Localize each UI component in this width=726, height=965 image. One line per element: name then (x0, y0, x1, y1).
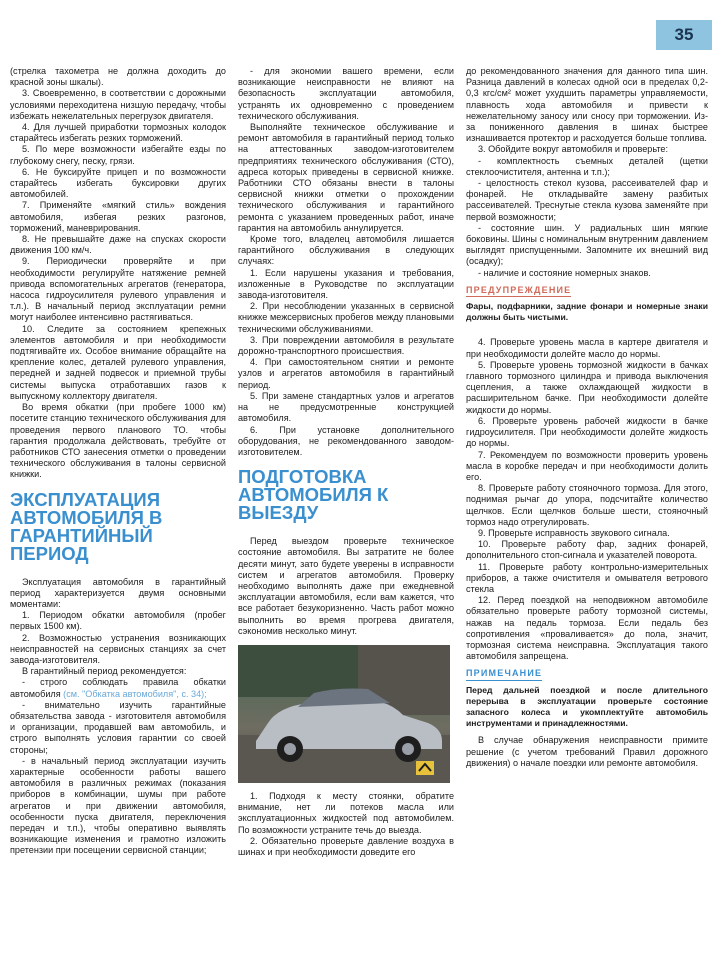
paragraph: - комплектность съемных деталей (щетки стеклоочистителя, антенна и т.п.); (466, 155, 708, 177)
paragraph: Выполняйте техническое обслуживание и ремонт автомобиля в гарантийный период только на аттестованных заводом-изготовителем предприятиях технического обслуживания (СТО), адреса которых приведены в сервисной книжке. Работники СТО обязаны внести в талоны сервисной книжки отметки о прохождении технического обслуживания и гарантийного ремонта с указанием проведенных работ, иначе гарантия на автомобиль аннулируется. (238, 122, 454, 233)
paragraph: - внимательно изучить гарантийные обязательства завода - изготовителя автомобиля и организации, продавшей вам автомобиль, и строго выполнять условия гарантии со своей стороны; (10, 699, 226, 755)
paragraph: В случае обнаружения неисправности примите решение (с учетом требований Правил дорожного движения) о начале поездки или ремонте автомобиля. (466, 735, 708, 768)
paragraph: 2. Возможностью устранения возникающих неисправностей на сервисных станциях за счет завода-изготовителя. (10, 632, 226, 665)
paragraph: 9. Проверьте исправность звукового сигнала. (478, 527, 670, 538)
paragraph: 6. При установке дополнительного оборудования, не рекомендованного заводом-изготовителем. (238, 424, 454, 457)
paragraph: 12. Перед поездкой на неподвижном автомобиле обязательно проверьте работу тормозной системы, нажав на педаль тормоза. Если педаль без сопротивления «проваливается» до пола, значит, тормозная система неисправна. Эксплуатация такого автомобиля запрещена. (466, 595, 708, 662)
column-3 (466, 66, 708, 769)
paragraph: Во время обкатки (при пробеге 1000 км) посетите станцию технического обслуживания для проведения первого планового ТО. чтобы гарантия продолжала действовать, требуйте от работников СТО занесения отметки о проведении технического обслуживания в талоны сервисной книжки. (10, 402, 226, 480)
cross-reference-link[interactable]: (см. "Обкатка автомобиля", с. 34); (63, 688, 207, 699)
paragraph: (стрелка тахометра не должна доходить до красной зоны шкалы). (10, 66, 226, 88)
paragraph (10, 677, 226, 699)
paragraph: 4. Для лучшей приработки тормозных колодок старайтесь избегать резких торможений. (10, 122, 226, 144)
paragraph: - состояние шин. У радиальных шин мягкие боковины. Шины с номинальным внутренним давлением выглядят приспущенными. Запомните их внешний вид (осадку); (466, 222, 708, 267)
paragraph: 9. Периодически проверяйте и при необходимости регулируйте натяжение ремней привода вспомогательных агрегатов (генератора, насоса гидроусилителя рулевого управления и т.л.). В начальный период эксплуатации ремни могут наиболее интенсивно растягиваться. (10, 256, 226, 323)
paragraph: 4. Проверьте уровень масла в картере двигателя и при необходимости долейте масло до нормы. (466, 337, 708, 359)
spacer (466, 329, 708, 337)
paragraph: 2. При несоблюдении указанных в сервисной книжке межсервисных пробегов между плановыми техническими обслуживаниями. (238, 301, 454, 334)
paragraph: 2. Обязательно проверьте давление воздуха в шинах и при необходимости доведите его (238, 835, 454, 857)
warning-text: Фары, подфарники, задние фонари и номерные знаки должны быть чистыми. (466, 301, 708, 323)
warning-title: ПРЕДУПРЕЖДЕНИЕ (466, 285, 571, 297)
paragraph: 8. Не превышайте даже на спусках скорости движения 100 км/ч. (10, 234, 226, 256)
page-number: 35 (656, 20, 712, 50)
paragraph: Перед выездом проверьте техническое состояние автомобиля. Вы затратите не более десяти минут, зато будете уверены в исправности систем и агрегатов автомобиля. Проверку необходимо выполнять даже при ежедневной эксплуатации автомобиля, если вам кажется, что все работает безукоризненно. Часть работ можно выполнить во время прогрева двигателя, сэкономив несколько минут. (238, 536, 454, 636)
paragraph: 6. Не буксируйте прицеп и по возможности старайтесь избегать буксировки других автомобилей. (10, 166, 226, 200)
paragraph: 3. Своевременно, в соответствии с дорожными условиями переходитена низшую передачу, чтобы избежать нежелательных перегрузок двигателя. (10, 88, 226, 121)
paragraph: 1. Подходя к месту стоянки, обратите внимание, нет ли потеков масла или эксплуатационных жидкостей под автомобилем. По возможности устраните течь до выезда. (238, 790, 454, 835)
note-text: Перед дальней поездкой и после длительного перерыва в эксплуатации проверьте состояние запасного колеса и укомплектуйте автомобиль инструментами и принадлежностями. (466, 684, 708, 729)
paragraph: 7. Применяйте «мягкий стиль» вождения автомобиля, избегая резких разгонов, торможений, маневрирования. (10, 200, 226, 233)
paragraph: 7. Рекомендуем по возможности проверить уровень масла в коробке передач и при необходимости долить его. (466, 449, 708, 482)
paragraph: - целостность стекол кузова, рассеивателей фар и фонарей. Не откладывайте замену разбитых рассеивателей. Треснутые стекла кузова заменяйте при первой возможности; (466, 178, 708, 222)
paragraph: 5. По мере возможности избегайте езды по глубокому снегу, песку, грязи. (10, 144, 226, 166)
paragraph: Кроме того, владелец автомобиля лишается гарантийного обслуживания в следующих случаях: (238, 234, 454, 267)
car-photo-illustration (238, 645, 450, 783)
paragraph: 10. Проверьте работу фар, задних фонарей, дополнительного стоп-сигнала и указателей поворота. (466, 539, 708, 561)
paragraph: 10. Следите за состоянием крепежных элементов автомобиля и при необходимости подтягивайте их. Особое внимание обращайте на крепление колес, деталей рулевого управления, передней и задней подвесок и приемной трубы системы выпуска отработавших газов к выпускному коллектору двигателя. (10, 323, 226, 401)
paragraph: 4. При самостоятельном снятии и ремонте узлов и агрегатов автомобиля в гарантийный период. (238, 357, 454, 390)
paragraph: 3. При повреждении автомобиля в результате дорожно-транспортного происшествия. (238, 334, 454, 357)
paragraph: 5. Проверьте уровень тормозной жидкости в бачках главного тормозного цилиндра и привода выключения сцепления, а также охлаждающей жидкости в расширительном бачке. При необходимости долейте жидкости до нормы. (466, 359, 708, 415)
paragraph: - в начальный период эксплуатации изучить характерные особенности работы вашего автомобиля в различных режимах (показания приборов в комбинации, шумы при работе агрегатов и при движении автомобиля, особенности пуска двигателя, переключения передач и т.п.), чтобы оперативно выявлять возникающие изменения и грамотно изложить претензии при посещении сервисной станции; (10, 755, 226, 856)
paragraph: - наличие и состояние номерных знаков. (478, 267, 651, 278)
column-1 (10, 66, 226, 857)
paragraph: 8. Проверьте работу стояночного тормоза. Для этого, поднимая рычаг до упора, подсчитайте количество щелчков. Если щелчков больше шести, стояночный тормоз надо отрегулировать. (466, 483, 708, 527)
paragraph: 1. Периодом обкатки автомобиля (пробег первых 1500 км). (10, 610, 226, 632)
paragraph: - для экономии вашего времени, если возникающие неисправности не влияют на безопасность эксплуатации автомобиля, устранять их одновременно с проведением технического обслуживания. (238, 66, 454, 121)
paragraph: 11. Проверьте работу контрольно-измерительных приборов, а также очистителя и омывателя ветрового стекла (466, 561, 708, 594)
paragraph-text: - строго соблюдать правила обкатки автомобиля (10, 677, 226, 699)
car-photo (238, 645, 450, 783)
paragraph: В гарантийный период рекомендуется: (22, 666, 187, 677)
paragraph: 5. При замене стандартных узлов и агрегатов на не предусмотренные конструкцией автомобиля. (238, 390, 454, 424)
section-heading-warranty: ЭКСПЛУАТАЦИЯ АВТОМОБИЛЯ В ГАРАНТИЙНЫЙ ПЕРИОД (10, 488, 163, 564)
paragraph: 1. Если нарушены указания и требования, изложенные в Руководстве по эксплуатации завода-изготовителя. (238, 267, 454, 301)
paragraph: 6. Проверьте уровень рабочей жидкости в бачке гидроусилителя. При необходимости долейте жидкость до нормы. (466, 415, 708, 449)
note-title: ПРИМЕЧАНИЕ (466, 668, 542, 680)
paragraph: Эксплуатация автомобиля в гарантийный период характеризуется двумя основными моментами: (10, 576, 226, 609)
section-heading-preparation: ПОДГОТОВКА АВТОМОБИЛЯ К ВЫЕЗДУ (238, 466, 389, 524)
paragraph: до рекомендованного значения для данного типа шин. Разница давлений в колесах одной оси в пределах 0,2-0,3 кгс/см² может ухудшить параметры управляемости, плавность хода автомобиля и привести к нежелательному заносу или сносу при торможении. Из-за пониженного давления в шинах быстрее изнашивается протектор и расходуется больше топлива. (466, 66, 708, 144)
column-2 (238, 66, 454, 858)
paragraph: 3. Обойдите вокруг автомобиля и проверьте: (478, 144, 668, 155)
